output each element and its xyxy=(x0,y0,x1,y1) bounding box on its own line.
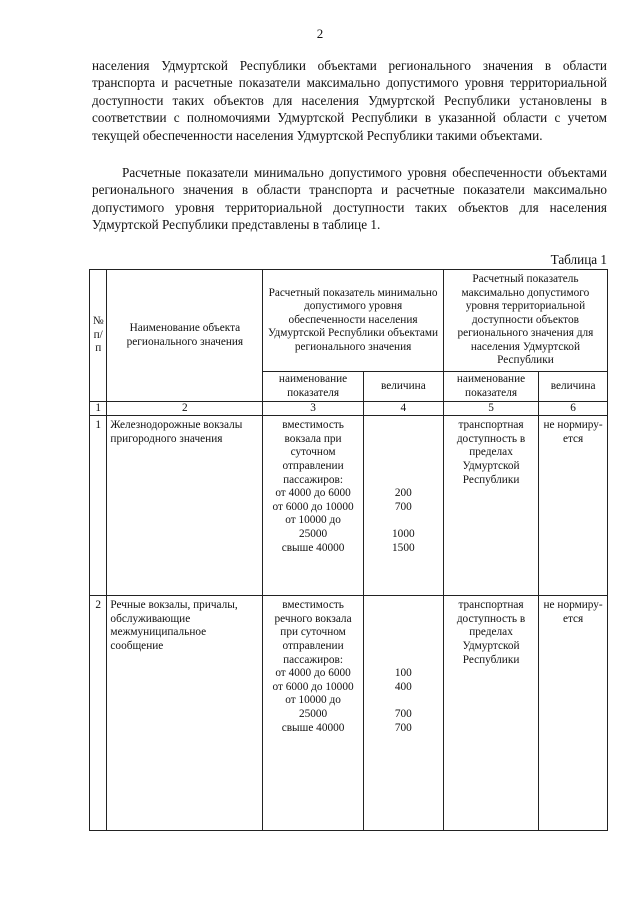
value-line xyxy=(366,419,441,433)
value-line: 700 xyxy=(394,707,412,720)
indicators-table xyxy=(89,269,608,831)
value-line: 100 xyxy=(394,667,412,680)
max-indicator-name: транспортная доступность в пределах Удмуртской Республики xyxy=(443,416,538,596)
header-col-no: № п/п xyxy=(90,270,107,402)
value-line xyxy=(366,446,441,460)
column-number: 6 xyxy=(539,402,608,416)
header-sub-value-min: величина xyxy=(363,372,443,402)
value-line xyxy=(366,613,441,627)
value-line: 700 xyxy=(394,500,412,513)
column-number: 1 xyxy=(90,402,107,416)
max-indicator-value: не нормиру-ется xyxy=(539,416,608,596)
indicator-line: от 6000 до 10000 xyxy=(272,500,354,513)
indicator-line: пассажиров: xyxy=(283,473,343,486)
indicator-line: вместимость xyxy=(282,599,344,612)
value-line xyxy=(366,433,441,447)
indicator-line: от 10000 до xyxy=(285,514,341,527)
indicator-values xyxy=(363,596,443,831)
value-line xyxy=(366,474,441,488)
value-line xyxy=(366,694,441,708)
indicator-line: от 4000 до 6000 xyxy=(275,487,351,500)
indicator-line: от 10000 до xyxy=(285,694,341,707)
table-row xyxy=(90,596,608,831)
column-number: 2 xyxy=(107,402,263,416)
indicator-line: 25000 xyxy=(298,527,328,540)
header-sub-name-min: наименование показателя xyxy=(263,372,364,402)
indicator-line: свыше 40000 xyxy=(281,541,345,554)
indicator-line: от 4000 до 6000 xyxy=(275,667,351,680)
indicator-line: от 6000 до 10000 xyxy=(272,680,354,693)
table-caption: Таблица 1 xyxy=(550,252,607,267)
value-line: 200 xyxy=(394,487,412,500)
value-line: 700 xyxy=(394,721,412,734)
paragraph-1: населения Удмуртской Республики объектами регионального значения в области транспорта и расчетные показатели максимально допустимого уровня территориальной доступности таких объектов для населения Удмуртской Республики установлены в соответствии с полномочиями Удмуртской Республики в указанной области с учетом текущей обеспеченности населения Удмуртской Республики такими объектами. xyxy=(92,58,607,143)
indicator-line: суточном xyxy=(290,446,336,459)
header-group-max: Расчетный показатель максимально допустимого уровня территориальной доступности объектов регионального значения для населения Удмуртской Республики xyxy=(443,270,607,372)
indicator-name xyxy=(263,596,364,831)
indicator-line: пассажиров: xyxy=(283,653,343,666)
value-line: 400 xyxy=(394,680,412,693)
value-line xyxy=(366,514,441,528)
header-col-name: Наименование объекта регионального значения xyxy=(107,270,263,402)
table-row xyxy=(90,416,608,596)
header-group-min: Расчетный показатель минимально допустимого уровня обеспеченности населения Удмуртской Республики объектами регионального значения xyxy=(263,270,444,372)
value-line xyxy=(366,654,441,668)
indicator-line: вокзала при xyxy=(284,432,342,445)
value-line: 1000 xyxy=(392,527,415,540)
indicator-line: 25000 xyxy=(298,707,328,720)
indicator-line: речного вокзала xyxy=(274,612,352,625)
row-number: 2 xyxy=(90,596,107,831)
max-indicator-value: не нормиру-ется xyxy=(539,596,608,831)
row-number: 1 xyxy=(90,416,107,596)
indicator-line: отправлении xyxy=(282,639,344,652)
column-number-row xyxy=(90,402,608,416)
object-name: Железнодорожные вокзалы пригородного значения xyxy=(107,416,263,596)
indicator-name xyxy=(263,416,364,596)
object-name: Речные вокзалы, причалы, обслуживающие межмуниципальное сообщение xyxy=(107,596,263,831)
indicator-line: при суточном xyxy=(280,626,346,639)
indicator-line: отправлении xyxy=(282,459,344,472)
max-indicator-name: транспортная доступность в пределах Удмуртской Республики xyxy=(443,596,538,831)
indicator-values xyxy=(363,416,443,596)
value-line xyxy=(366,626,441,640)
column-number: 5 xyxy=(443,402,538,416)
column-number: 4 xyxy=(363,402,443,416)
header-sub-value-max: величина xyxy=(539,372,608,402)
value-line xyxy=(366,640,441,654)
value-line xyxy=(366,460,441,474)
column-number: 3 xyxy=(263,402,364,416)
indicator-line: свыше 40000 xyxy=(281,721,345,734)
paragraph-2: Расчетные показатели минимально допустимого уровня обеспеченности объектами регионального значения в области транспорта и расчетные показатели максимально допустимого уровня территориальной доступности таких объектов для населения Удмуртской Республики представлены в таблице 1. xyxy=(92,165,607,233)
header-sub-name-max: наименование показателя xyxy=(443,372,538,402)
page-number: 2 xyxy=(316,26,324,41)
value-line xyxy=(366,599,441,613)
indicator-line: вместимость xyxy=(282,419,344,432)
value-line: 1500 xyxy=(392,541,415,554)
